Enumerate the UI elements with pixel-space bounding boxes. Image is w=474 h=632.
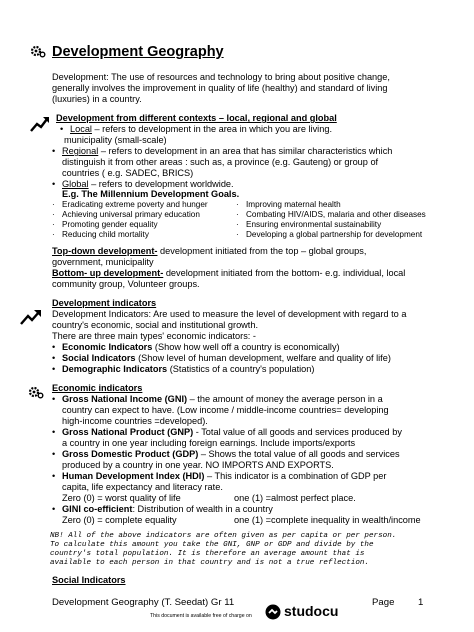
- goal-right-3: · Ensuring environmental sustainability: [236, 220, 382, 229]
- gear-icon: [28, 384, 44, 400]
- global-item: • Global – refers to development worldwide.: [52, 179, 234, 189]
- topdown-line-2: government, municipality: [52, 257, 154, 267]
- studocu-logo-icon[interactable]: [265, 604, 281, 620]
- gnp-item: • Gross National Product (GNP) - Total value of all goods and services produced by: [52, 427, 402, 437]
- footer-page-label: Page: [372, 597, 395, 608]
- bottomup-line: Bottom- up development- development initiated from the bottom- e.g. individual, local: [52, 268, 406, 278]
- indicators-heading: Development indicators: [52, 298, 157, 308]
- hdi-one: one (1) =almost perfect place.: [234, 493, 356, 503]
- hdi-cont: capita, life expectancy and literacy rate.: [62, 482, 223, 492]
- goal-left-2: · Achieving universal primary education: [52, 210, 200, 219]
- hdi-zero: Zero (0) = worst quality of life: [62, 493, 181, 503]
- indicator-item: • Demographic Indicators (Statistics of a country's population): [52, 364, 315, 374]
- gni-item: • Gross National Income (GNI) – the amount of money the average person in a: [52, 394, 383, 404]
- gini-one: one (1) =complete inequality in wealth/income: [234, 515, 421, 525]
- trend-up-icon: [30, 114, 50, 134]
- trend-up-icon: [20, 306, 42, 326]
- local-item-cont: municipality (small-scale): [64, 135, 167, 145]
- indicators-intro-2: country's economic, social and institutional growth.: [52, 320, 259, 330]
- note-line-1: NB! All of the above indicators are often given as per capita or per person.: [50, 532, 397, 540]
- indicators-intro-3: There are three main types' economic indicators: -: [52, 331, 256, 341]
- economic-heading: Economic indicators: [52, 383, 143, 393]
- definition-line-2: generally involves the improvement in quality of life (healthy) and standard of living: [52, 83, 388, 93]
- topdown-line: Top-down development- development initiated from the top – global groups,: [52, 246, 367, 256]
- gear-icon: [30, 43, 46, 59]
- goal-left-3: · Promoting gender equality: [52, 220, 158, 229]
- regional-item: • Regional – refers to development in an area that has similar characteristics which: [52, 146, 393, 156]
- indicator-item: • Social Indicators (Show level of human development, welfare and quality of life): [52, 353, 391, 363]
- hdi-item: • Human Development Index (HDI) – This indicator is a combination of GDP per: [52, 471, 387, 481]
- footer-left: Development Geography (T. Seedat) Gr 11: [52, 597, 235, 608]
- goal-right-1: · Improving maternal health: [236, 200, 341, 209]
- goal-left-4: · Reducing child mortality: [52, 230, 149, 239]
- goal-right-4: · Developing a global partnership for development: [236, 230, 423, 239]
- gnp-cont: a country in one year including foreign earnings. Include imports/exports: [62, 438, 356, 448]
- footer-availability: This document is available free of charge on: [150, 613, 252, 619]
- gini-zero: Zero (0) = complete equality: [62, 515, 177, 525]
- footer-page-number: 1: [418, 597, 424, 608]
- indicators-intro-1: Development Indicators: Are used to measure the level of development with regard to a: [52, 309, 407, 319]
- gdp-item: • Gross Domestic Product (GDP) – Shows the total value of all goods and services: [52, 449, 400, 459]
- contexts-heading: Development from different contexts – local, regional and global: [56, 113, 337, 123]
- regional-item-cont-2: countries ( e.g. SADEC, BRICS): [62, 168, 194, 178]
- studocu-brand[interactable]: studocu: [284, 603, 339, 619]
- definition-line-1: Development: The use of resources and technology to bring about positive change,: [52, 72, 390, 82]
- gni-cont-2: high-income countries =developed).: [62, 416, 208, 426]
- note-line-4: available to each person in that country and is not a true reflection.: [50, 559, 369, 567]
- gni-cont-1: country can expect to have. (Low income / middle-income countries= developing: [62, 405, 389, 415]
- goal-right-2: · Combating HIV/AIDS, malaria and other diseases: [236, 210, 426, 219]
- social-heading: Social Indicators: [52, 575, 126, 585]
- goal-left-1: · Eradicating extreme poverty and hunger: [52, 200, 208, 209]
- gdp-cont: produced by a country in one year. NO IMPORTS AND EXPORTS.: [62, 460, 334, 470]
- note-line-3: country's total population. It is therefore an average amount that is: [50, 550, 365, 558]
- gini-item: • GINI co-efficient: Distribution of wealth in a country: [52, 504, 273, 514]
- page-title: Development Geography: [52, 44, 224, 60]
- note-line-2: To calculate this amount you take the GNI, GNP or GDP and divide by the: [50, 541, 374, 549]
- indicator-item: • Economic Indicators (Show how well off a country is economically): [52, 342, 340, 352]
- definition-line-3: (luxuries) in a country.: [52, 94, 142, 104]
- regional-item-cont-1: distinguish it from other areas : such as, a province (e.g. Gauteng) or group of: [62, 157, 379, 167]
- bottomup-line-2: community group, Volunteer groups.: [52, 279, 200, 289]
- local-item: • Local – refers to development in the area in which you are living.: [60, 124, 332, 134]
- mdg-heading: E.g. The Millennium Development Goals.: [62, 189, 240, 199]
